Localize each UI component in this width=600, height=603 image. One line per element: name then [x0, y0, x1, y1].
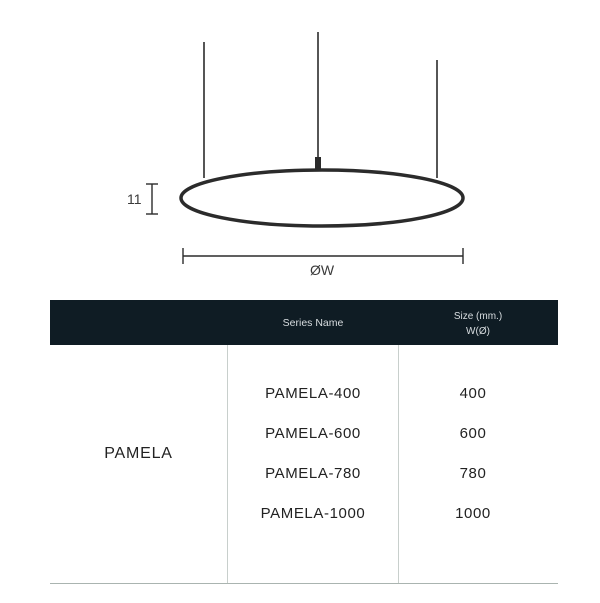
size-cell: 600 — [459, 425, 487, 442]
ring-luminaire — [181, 170, 463, 226]
series-name-cell: PAMELA-780 — [265, 465, 361, 482]
table-row — [50, 465, 558, 505]
table-row — [50, 505, 558, 545]
header-size — [398, 309, 558, 339]
header-series-name: Series Name — [282, 316, 344, 329]
size-cell: 780 — [459, 465, 487, 482]
size-cell: 1000 — [455, 505, 491, 522]
table-header — [50, 300, 558, 345]
table-row — [50, 385, 558, 425]
spec-table — [50, 300, 558, 584]
pendant-lamp-diagram — [0, 0, 600, 290]
size-cell: 400 — [459, 385, 487, 402]
series-name-cell: PAMELA-600 — [265, 425, 361, 442]
width-dimension-label: ØW — [309, 262, 335, 278]
cable-connector — [315, 157, 321, 170]
series-name-cell: PAMELA-1000 — [260, 505, 366, 522]
table-rows — [50, 385, 558, 545]
header-size-unit: W(Ø) — [466, 326, 490, 337]
height-dimension-label: 11 — [127, 191, 142, 207]
series-name-cell: PAMELA-400 — [265, 385, 361, 402]
product-family-name: PAMELA — [104, 445, 173, 462]
table-row — [50, 425, 558, 465]
table-bottom-border — [50, 583, 558, 584]
header-size-label: Size (mm.) — [453, 311, 503, 322]
